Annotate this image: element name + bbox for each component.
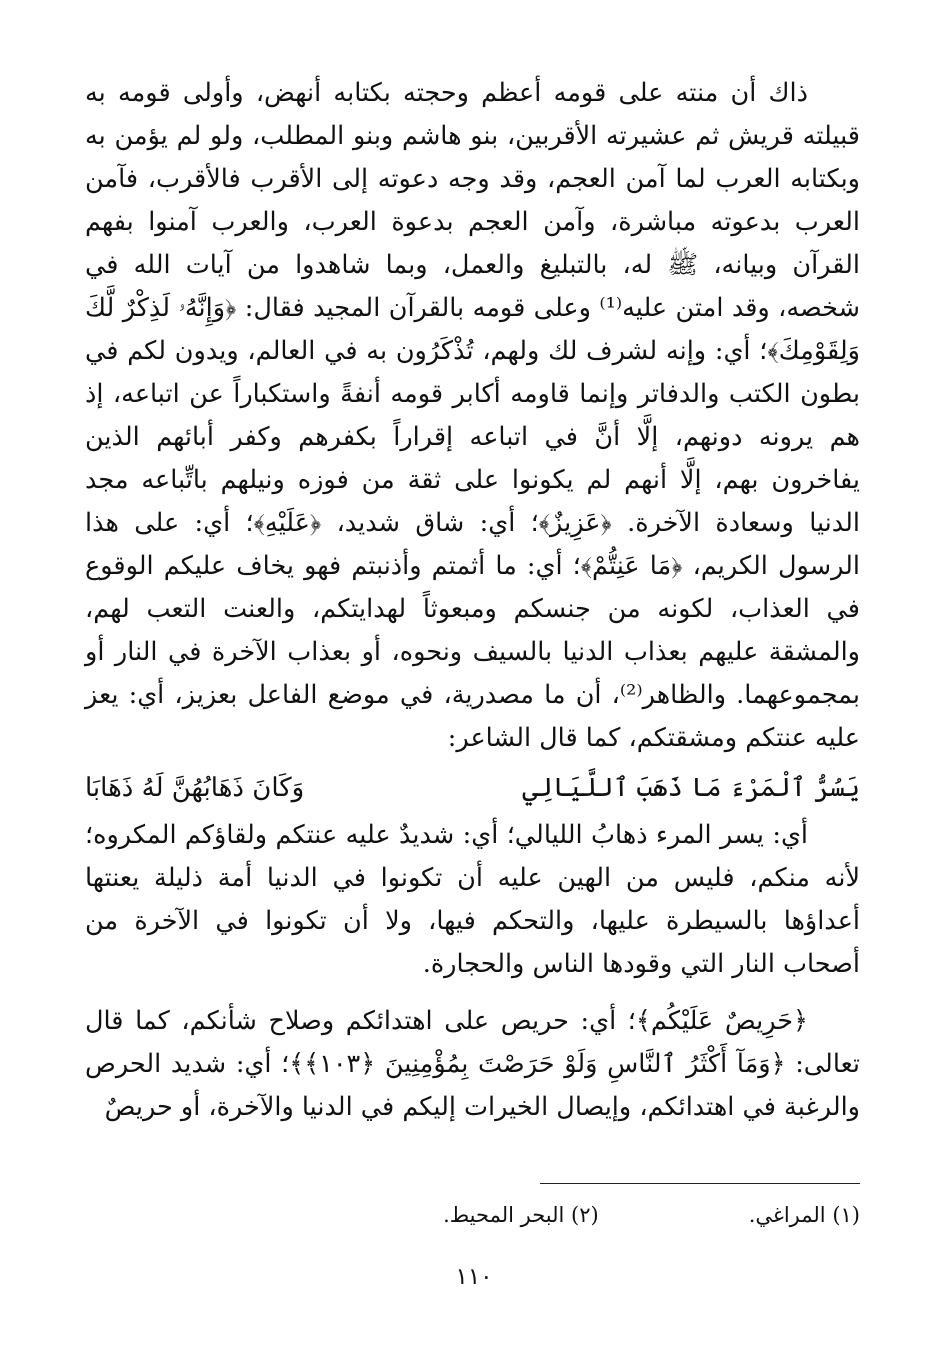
body-paragraph-3: ﴿حَرِيصٌ عَلَيْكُم﴾؛ أي: حريص على اهتدائكم وصلاح شأنكم، كما قال تعالى: ﴿وَمَآ أَكْثَرُ ٱلنَّاسِ وَلَوْ حَرَصْتَ بِمُؤْمِنِينَ ﴿١٠٣﴾﴾؛ أي: شديد الحرص والرغبة في اهتدائكم، وإيصال الخيرات إليكم في الدنيا والآخرة، أو حريصٌ [85,1006,860,1122]
footnotes [240,1198,860,1232]
footnote-2: (٢) البحر المحيط. [443,1203,599,1227]
page-number: ١١٠ [455,1264,493,1290]
verse-first-hemistich: يَسُرُّ ٱلْمَرْءَ مَا ذَهَبَ ٱللَّيَالِي [522,773,860,803]
body-paragraph-1: ذاك أن منته على قومه أعظم وحجته بكتابه أنهض، وأولى قومه به قبيلته قريش ثم عشيرته الأقربين، بنو هاشم وبنو المطلب، ولو لم يؤمن به وبكتابه العرب لما آمن العجم، وقد وجه دعوته إلى الأقرب فالأقرب، فآمن العرب بدعوته مباشرة، وآمن العجم بدعوة العرب، والعرب آمنوا بفهم القرآن وبيانه، ﷺ له، بالتبليغ والعمل، وبما شاهدوا من آيات الله في شخصه، وقد امتن عليه⁽¹⁾ وعلى قومه بالقرآن المجيد فقال: ﴿وَإِنَّهُۥ لَذِكْرٌ لَّكَ وَلِقَوْمِكَ﴾؛ أي: وإنه لشرف لك ولهم، تُذْكَرُون به في العالم، ويدون لكم في بطون الكتب والدفاتر وإنما قاومه أكابر قومه أنفةً واستكباراً عن اتباعه، إذ هم يرونه دونهم، إلَّا أنَّ في اتباعه إقراراً بكفرهم وكفر أبائهم الذين يفاخرون بهم، إلَّا أنهم لم يكونوا على ثقة من فوزه ونيلهم باتِّباعه مجد الدنيا وسعادة الآخرة. ﴿عَزِيزٌ﴾؛ أي: شاق شديد، ﴿عَلَيْهِ﴾؛ أي: على هذا الرسول الكريم، ﴿مَا عَنِتُّمْ﴾؛ أي: ما أثمتم وأذنبتم فهو يخاف عليكم الوقوع في العذاب، لكونه من جنسكم ومبعوثاً لهدايتكم، والعنت التعب لهم، والمشقة عليهم بعذاب الدنيا بالسيف ونحوه، أو بعذاب الآخرة في النار أو بمجموعهما. والظاهر⁽²⁾، أن ما مصدرية، في موضع الفاعل بعزيز، أي: يعز عليه عنتكم ومشقتكم، كما قال الشاعر: [85,78,860,753]
verse-second-hemistich: وَكَانَ ذَهَابُهُنَّ لَهُ ذَهَابَا [85,773,305,803]
footnote-1: (١) المراغي. [748,1203,860,1227]
page-body [85,72,860,1129]
poetry-verse [85,764,860,812]
body-paragraph-2: أي: يسر المرء ذهابُ الليالي؛ أي: شديدٌ عليه عنتكم ولقاؤكم المكروه؛ لأنه منكم، فليس من الهين عليه أن تكونوا في الدنيا أمة ذليلة يعنتها أعداؤها بالسيطرة عليها، والتحكم فيها، ولا أن تكونوا في الآخرة من أصحاب النار التي وقودها الناس والحجارة. [85,820,860,979]
footnote-separator [540,1183,860,1184]
